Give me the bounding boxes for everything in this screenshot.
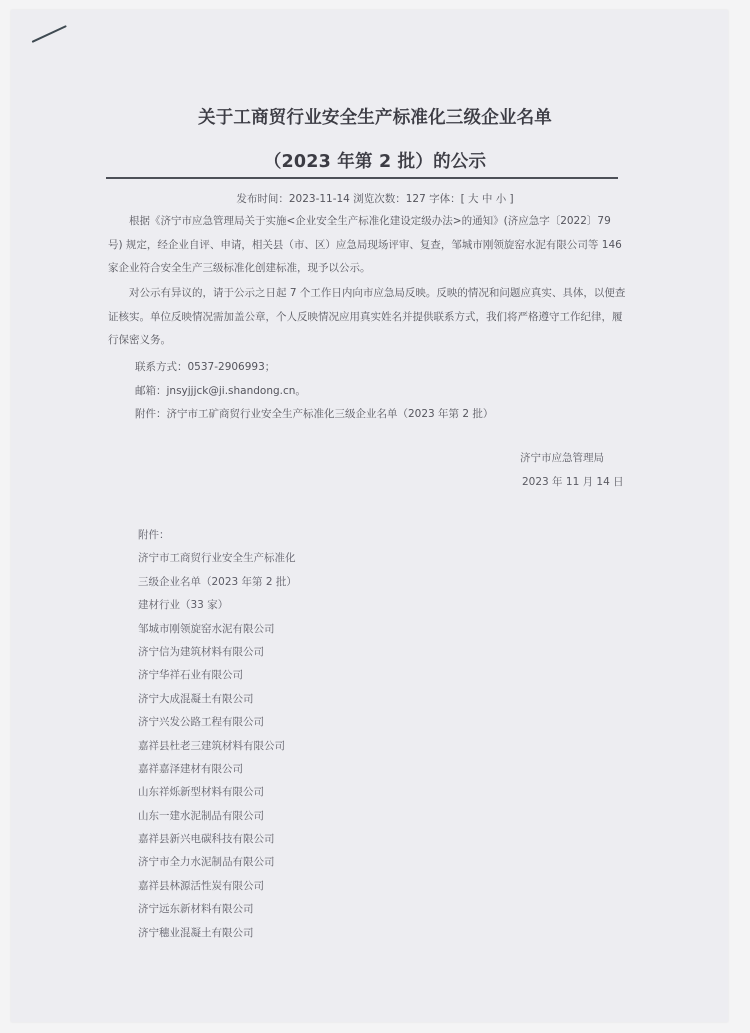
list-item: 济宁兴发公路工程有限公司: [138, 716, 264, 729]
signature-organization: 济宁市应急管理局: [520, 452, 604, 464]
list-item: 济宁信为建筑材料有限公司: [138, 645, 264, 658]
annex-label: 附件：: [138, 529, 170, 541]
list-item: 嘉祥嘉泽建材有限公司: [138, 762, 243, 775]
publish-date: 2023-11-14: [288, 193, 350, 205]
font-label: 字体：: [429, 193, 461, 205]
contact-email: 邮箱：jnsyjjjck@ji.shandong.cn。: [135, 385, 306, 397]
views-count: 127: [405, 193, 426, 205]
signature-date: 2023 年 11 月 14 日: [522, 476, 624, 488]
paragraph-basis: 根据《济宁市应急管理局关于实施<企业安全生产标准化建设定级办法>的通知》(济应急字〔2022〕79 号) 规定，经企业自评、申请，相关县（市、区）应急局现场评审、复查，邹城市刚领旋窑水泥有限公司等 146 家企业符合安全生产三级标准化创建标准，现予以公示。: [108, 215, 622, 274]
annex-title-line1: 济宁市工商贸行业安全生产标准化: [138, 552, 296, 565]
annex-list: [138, 524, 297, 945]
publish-label: 发布时间：: [236, 193, 289, 205]
document-title: 关于工商贸行业安全生产标准化三级企业名单: [198, 108, 552, 128]
list-item: 济宁远东新材料有限公司: [138, 903, 254, 916]
publish-meta: [0, 191, 750, 206]
contact-phone: 联系方式：0537-2906993；: [135, 361, 276, 373]
views-label: 浏览次数：: [353, 193, 406, 205]
list-item: 济宁大成混凝土有限公司: [138, 692, 254, 705]
list-item: 嘉祥县杜老三建筑材料有限公司: [138, 739, 285, 752]
document-subtitle: （2023 年第 2 批）的公示: [263, 152, 487, 172]
list-item: 嘉祥县新兴电碳科技有限公司: [138, 833, 275, 846]
attachment-reference: 附件：济宁市工矿商贸行业安全生产标准化三级企业名单（2023 年第 2 批）: [135, 408, 494, 420]
annex-category: 建材行业（33 家）: [138, 599, 229, 612]
annex-title-line2: 三级企业名单（2023 年第 2 批）: [138, 575, 297, 588]
title-divider: [106, 177, 618, 179]
list-item: 济宁穗业混凝土有限公司: [138, 926, 254, 939]
list-item: 邹城市刚领旋窑水泥有限公司: [138, 622, 275, 635]
font-size-options: [ 大 中 小 ]: [460, 193, 514, 205]
list-item: 山东一建水泥制品有限公司: [138, 809, 264, 822]
list-item: 山东祥烁新型材料有限公司: [138, 786, 264, 799]
list-item: 济宁市全力水泥制品有限公司: [138, 856, 275, 869]
list-item: 济宁华祥石业有限公司: [138, 669, 243, 682]
paragraph-objection: 对公示有异议的，请于公示之日起 7 个工作日内向市应急局反映。反映的情况和问题应真实、具体，以便查证核实。单位反映情况需加盖公章，个人反映情况应用真实姓名并提供联系方式，我们将严格遵守工作纪律，履行保密义务。: [108, 287, 626, 346]
list-item: 嘉祥县林源活性炭有限公司: [138, 879, 264, 892]
